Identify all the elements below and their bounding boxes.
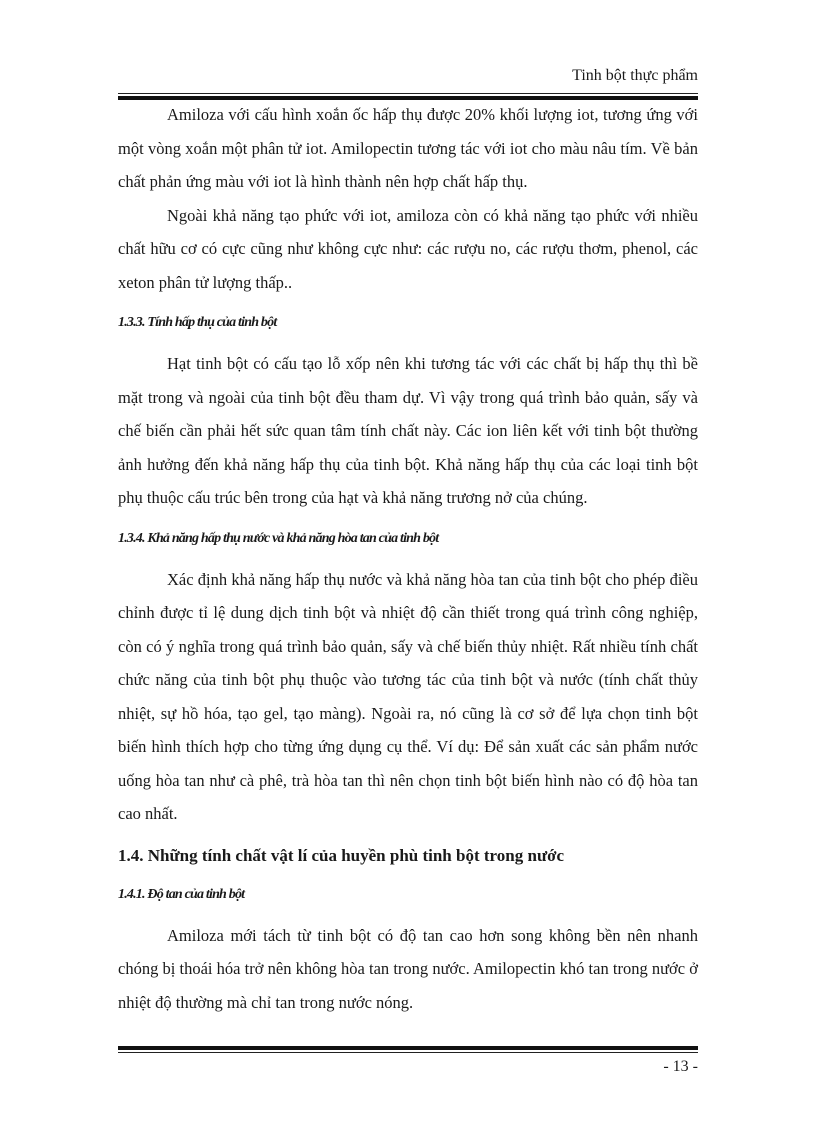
paragraph-solubility: Amiloza mới tách từ tinh bột có độ tan cao hơn song không bền nên nhanh chóng bị thoái hóa trở nên không hòa tan trong nước. Amilopectin khó tan trong nước ở nhiệt độ thường mà chỉ tan trong nước nóng. bbox=[118, 925, 698, 1012]
paragraph-absorption: Hạt tinh bột có cấu tạo lỗ xốp nên khi tương tác với các chất bị hấp thụ thì bề mặt trong và ngoài của tinh bột đều tham dự. Vì vậy trong quá trình bảo quản, sấy và chế biến cần phải hết sức quan tâm tính chất này. Các ion liên kết với tinh bột thường ảnh hưởng đến khả năng hấp thụ của tinh bột. Khả năng hấp thụ của các loại tinh bột phụ thuộc cấu trúc bên trong của hạt và khả năng trương nở của chúng. bbox=[118, 354, 698, 507]
heading-1-4-1: 1.4.1. Độ tan của tinh bột bbox=[118, 886, 245, 902]
paragraph-water-absorption: Xác định khả năng hấp thụ nước và khả năng hòa tan của tinh bột cho phép điều chỉnh được tỉ lệ dung dịch tinh bột và nhiệt độ cần thiết trong quá trình công nghiệp, còn có ý nghĩa trong quá trình bảo quản, sấy và chế biến thủy nhiệt. Rất nhiều tính chất chức năng của tinh bột phụ thuộc vào tương tác của tinh bột và nước (tính chất thủy nhiệt, sự hồ hóa, tạo gel, tạo màng). Ngoài ra, nó cũng là cơ sở để lựa chọn tinh bột biến hình thích hợp cho từng ứng dụng cụ thể. Ví dụ: Để sản xuất các sản phẩm nước uống hòa tan như cà phê, trà hòa tan thì nên chọn tinh bột biến hình nào có độ hòa tan cao nhất. bbox=[118, 569, 698, 823]
page-body bbox=[118, 98, 698, 1019]
heading-1-4: 1.4. Những tính chất vật lí của huyền phù tinh bột trong nước bbox=[118, 845, 565, 865]
page-number: - 13 - bbox=[663, 1058, 698, 1075]
header-rule-thin bbox=[118, 93, 698, 94]
footer-rule-thin bbox=[118, 1052, 698, 1053]
running-header: Tinh bột thực phẩm bbox=[572, 67, 698, 84]
heading-1-3-4: 1.3.4. Khả năng hấp thụ nước và khả năng hòa tan của tinh bột bbox=[118, 530, 439, 546]
footer-rule bbox=[118, 1046, 698, 1054]
paragraph-amiloza-iot: Amiloza với cấu hình xoắn ốc hấp thụ được 20% khối lượng iot, tương ứng với một vòng xoắn một phân tử iot. Amilopectin tương tác với iot cho màu nâu tím. Về bản chất phản ứng màu với iot là hình thành nên hợp chất hấp thụ. bbox=[118, 105, 698, 191]
paragraph-complex-organic: Ngoài khả năng tạo phức với iot, amiloza còn có khả năng tạo phức với nhiều chất hữu cơ có cực cũng như không cực như: các rượu no, các rượu thơm, phenol, các xeton phân tử lượng thấp.. bbox=[118, 205, 698, 292]
heading-1-3-3: 1.3.3. Tính hấp thụ của tinh bột bbox=[118, 315, 277, 330]
footer-rule-thick bbox=[118, 1046, 698, 1050]
